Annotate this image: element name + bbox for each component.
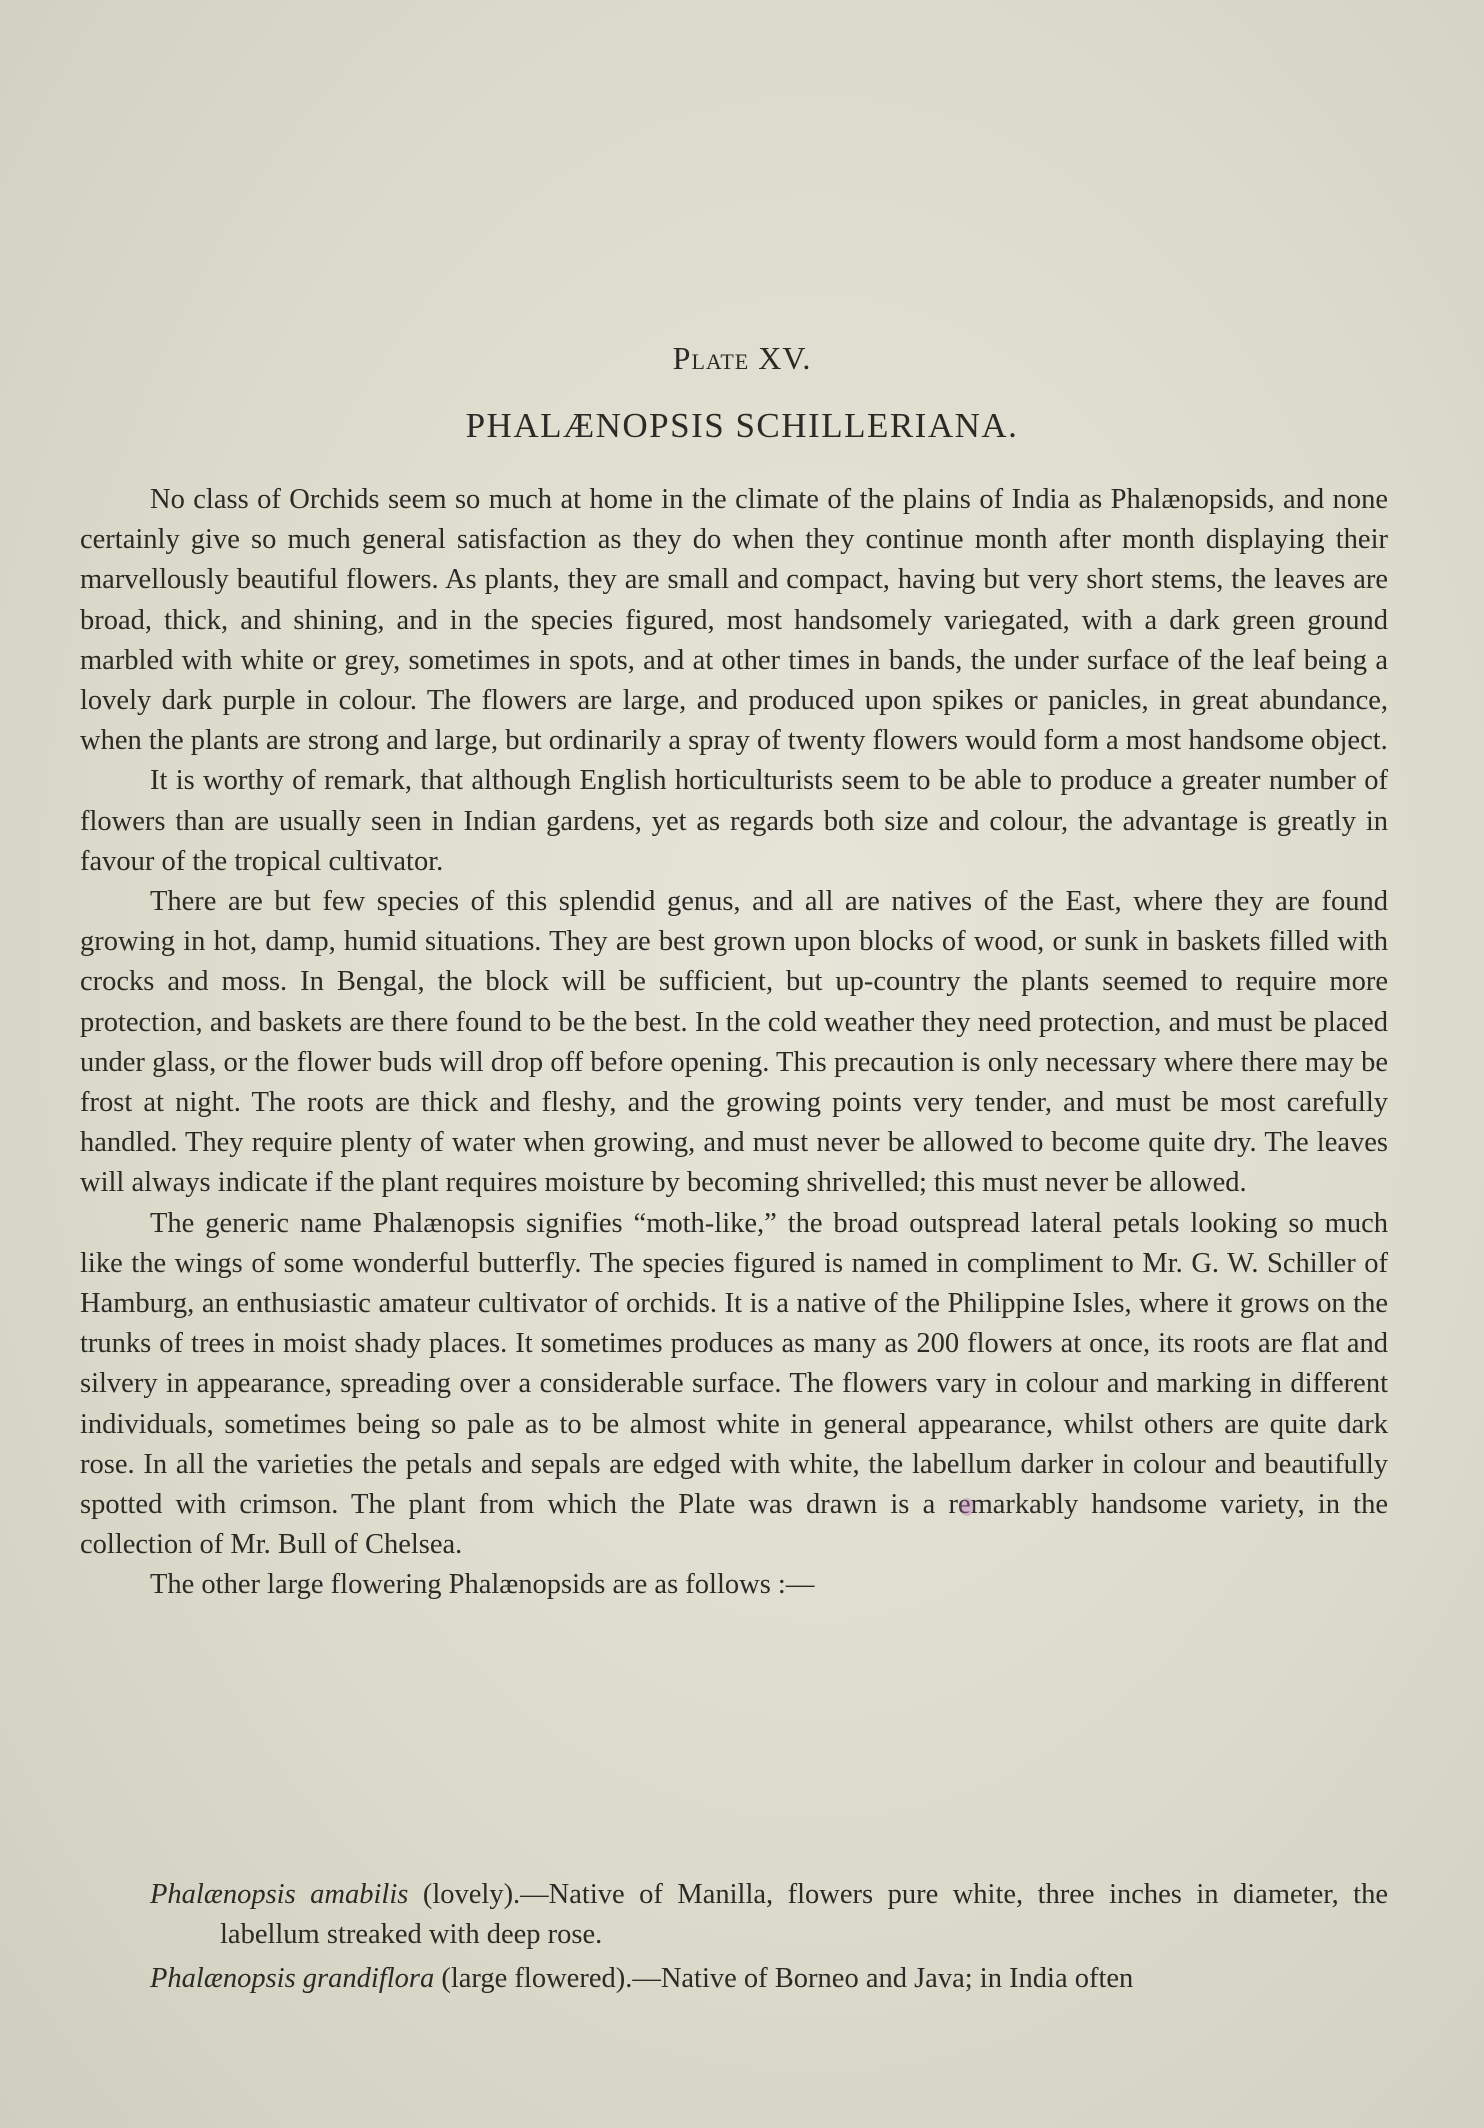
paragraph: It is worthy of remark, that although English horticulturists seem to be able to produce a greater number of flowers than are usually seen in Indian gardens, yet as regards both size and colour, the advantage is greatly in favour of the tropical cultivator. [80,765,1388,877]
species-latin-name: Phalænopsis amabilis [150,1879,409,1910]
species-latin-name: Phalænopsis grandiflora [150,1963,435,1994]
species-entry [80,1875,1388,1955]
paragraph: There are but few species of this splendid genus, and all are natives of the East, where they are found growing in hot, damp, humid situations. They are best grown upon blocks of wood, or sunk in baskets filled with crocks and moss. In Bengal, the block will be sufficient, but up-country the plants seemed to require more protection, and baskets are there found to be the best. In the cold weather they need protection, and must be placed under glass, or the flower buds will drop off before opening. This precaution is only necessary where there may be frost at night. The roots are thick and fleshy, and the growing points very tender, and must be most carefully handled. They require plenty of water when growing, and must never be allowed to become quite dry. The leaves will always indicate if the plant requires moisture by becoming shrivelled; this must never be allowed. [80,886,1388,1199]
paragraph: The generic name Phalænopsis signifies “moth-like,” the broad outspread lateral petals looking so much like the wings of some wonderful butterfly. The species figured is named in compliment to Mr. G. W. Schiller of Hamburg, an enthusiastic amateur cultivator of orchids. It is a native of the Philippine Isles, where it grows on the trunks of trees in moist shady places. It sometimes produces as many as 200 flowers at once, its roots are flat and silvery in appearance, spreading over a considerable surface. The flowers vary in colour and marking in different individuals, sometimes being so pale as to be almost white in general appearance, whilst others are quite dark rose. In all the varieties the petals and sepals are edged with white, the labellum darker in colour and beautifully spotted with crimson. The plant from which the Plate was drawn is a remarkably handsome variety, in the collection of Mr. Bull of Chelsea. [80,1207,1388,1561]
plate-label: Plate XV. [672,340,812,376]
species-description: (large flowered).—Native of Borneo and Java; in India often [434,1963,1134,1994]
ink-smudge [960,1498,974,1516]
species-description: (lovely).—Native of Manilla, flowers pure white, three inches in diameter, the labellum streaked with deep rose. [220,1879,1388,1950]
page-title: PHALÆNOPSIS SCHILLERIANA. [465,406,1019,445]
species-list [80,1875,1388,2003]
paragraph: The other large flowering Phalænopsids are as follows :— [150,1569,815,1601]
body-text [80,480,1388,1606]
paragraph: No class of Orchids seem so much at home in the climate of the plains of India as Phalænopsids, and none certainly give so much general satisfaction as they do when they continue month after month displaying their marvellously beautiful flowers. As plants, they are small and compact, having but very short stems, the leaves are broad, thick, and shining, and in the species figured, most handsomely variegated, with a dark green ground marbled with white or grey, sometimes in spots, and at other times in bands, the under surface of the leaf being a lovely dark purple in colour. The flowers are large, and produced upon spikes or panicles, in great abundance, when the plants are strong and large, but ordinarily a spray of twenty flowers would form a most handsome object. [80,484,1388,757]
species-entry [80,1959,1388,1999]
